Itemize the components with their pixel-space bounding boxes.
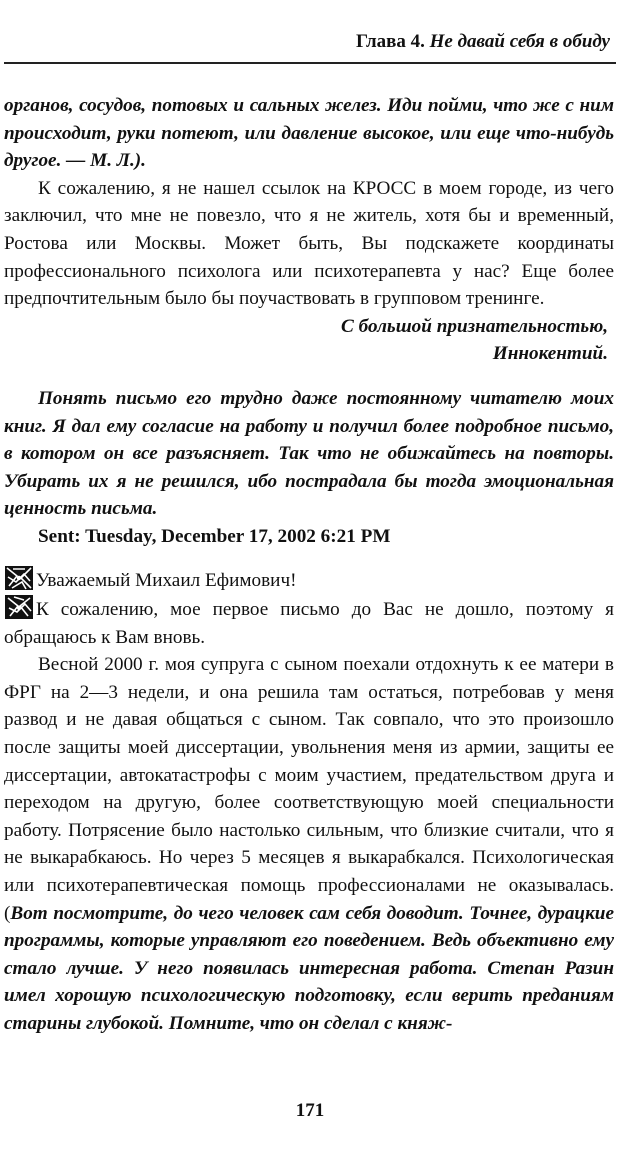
spacer: [4, 551, 614, 565]
paragraph-5: [4, 651, 614, 1037]
chapter-title: Не давай себя в обиду: [429, 31, 610, 52]
paragraph-5-regular: Весной 2000 г. моя супруга с сыном поехали отдохнуть к ее матери в ФРГ на 2—3 недели, и она решила там остаться, потребовав у меня развод и не давая общаться с сыном. Так совпало, что это произошло после защиты моей диссертации, увольнения меня из армии, защиты ее диссертации, автокатастрофы с моим участием, предательством друга и переходом на другую, более соответствующую моей специальности работу. Потрясение было настолько сильным, что близкие считали, что я не выкарабкаюсь. Но через 5 месяцев я выкарабкался. Психологическая или психотерапевтическая помощь профессионалами не оказывалась. (: [4, 654, 614, 924]
paragraph-5-comment: Вот посмотрите, до чего человек сам себя доводит. Точнее, дурацкие программы, которые управляют его поведением. Ведь объективно ему стало лучше. У него появилась интересная работа. Степан Разин имел хорошую психологическую подготовку, если верить преданиям старины глубокой. Помните, что он сделал с княж-: [4, 902, 614, 1034]
ornament-icon: [4, 565, 34, 591]
page-number: 171: [295, 1100, 325, 1121]
author-comment: Понять письмо его трудно даже постоянному читателю моих книг. Я дал ему согласие на работу и получил более подробное письмо, в котором он все разъясняет. Так что не обижайтесь на повторы. Убирать их я не решился, ибо пострадала бы тогда эмоциональная ценность письма.: [4, 387, 614, 520]
sent-label: Sent:: [38, 525, 81, 547]
paragraph-4: [4, 594, 614, 651]
sent-date: Tuesday, December 17, 2002 6:21 PM: [85, 525, 391, 547]
greeting-text: Уважаемый Михаил Ефимович!: [36, 569, 297, 591]
paragraph-2: К сожалению, я не нашел ссылок на КРОСС в моем городе, из чего заключил, что мне не повезло, что я не житель, хотя бы и временный, Ростова или Москвы. Может быть, Вы подскажете координаты профессионального психолога или психотерапевта у нас? Еще более предпочтительным было бы поучаствовать в групповом тренинге.: [4, 177, 614, 310]
greeting-line: [4, 565, 614, 595]
paragraph-1: органов, сосудов, потовых и сальных желез. Иди пойми, что же с ним происходит, руки потеют, или давление высокое, или еще что-нибудь другое. — М. Л.).: [4, 95, 614, 172]
page-body: [4, 92, 614, 1038]
signature-line-1: С большой признательностью,: [341, 315, 608, 337]
header-rule: [4, 62, 616, 64]
chapter-number: Глава 4.: [356, 31, 425, 52]
running-header: [356, 30, 610, 54]
spacer: [4, 368, 614, 385]
paragraph-4-text: К сожалению, мое первое письмо до Вас не дошло, поэтому я обращаюсь к Вам вновь.: [4, 599, 614, 648]
signature-line-2: Иннокентий.: [492, 343, 608, 365]
ornament-icon: [4, 594, 34, 620]
email-sent-line: [4, 523, 614, 551]
